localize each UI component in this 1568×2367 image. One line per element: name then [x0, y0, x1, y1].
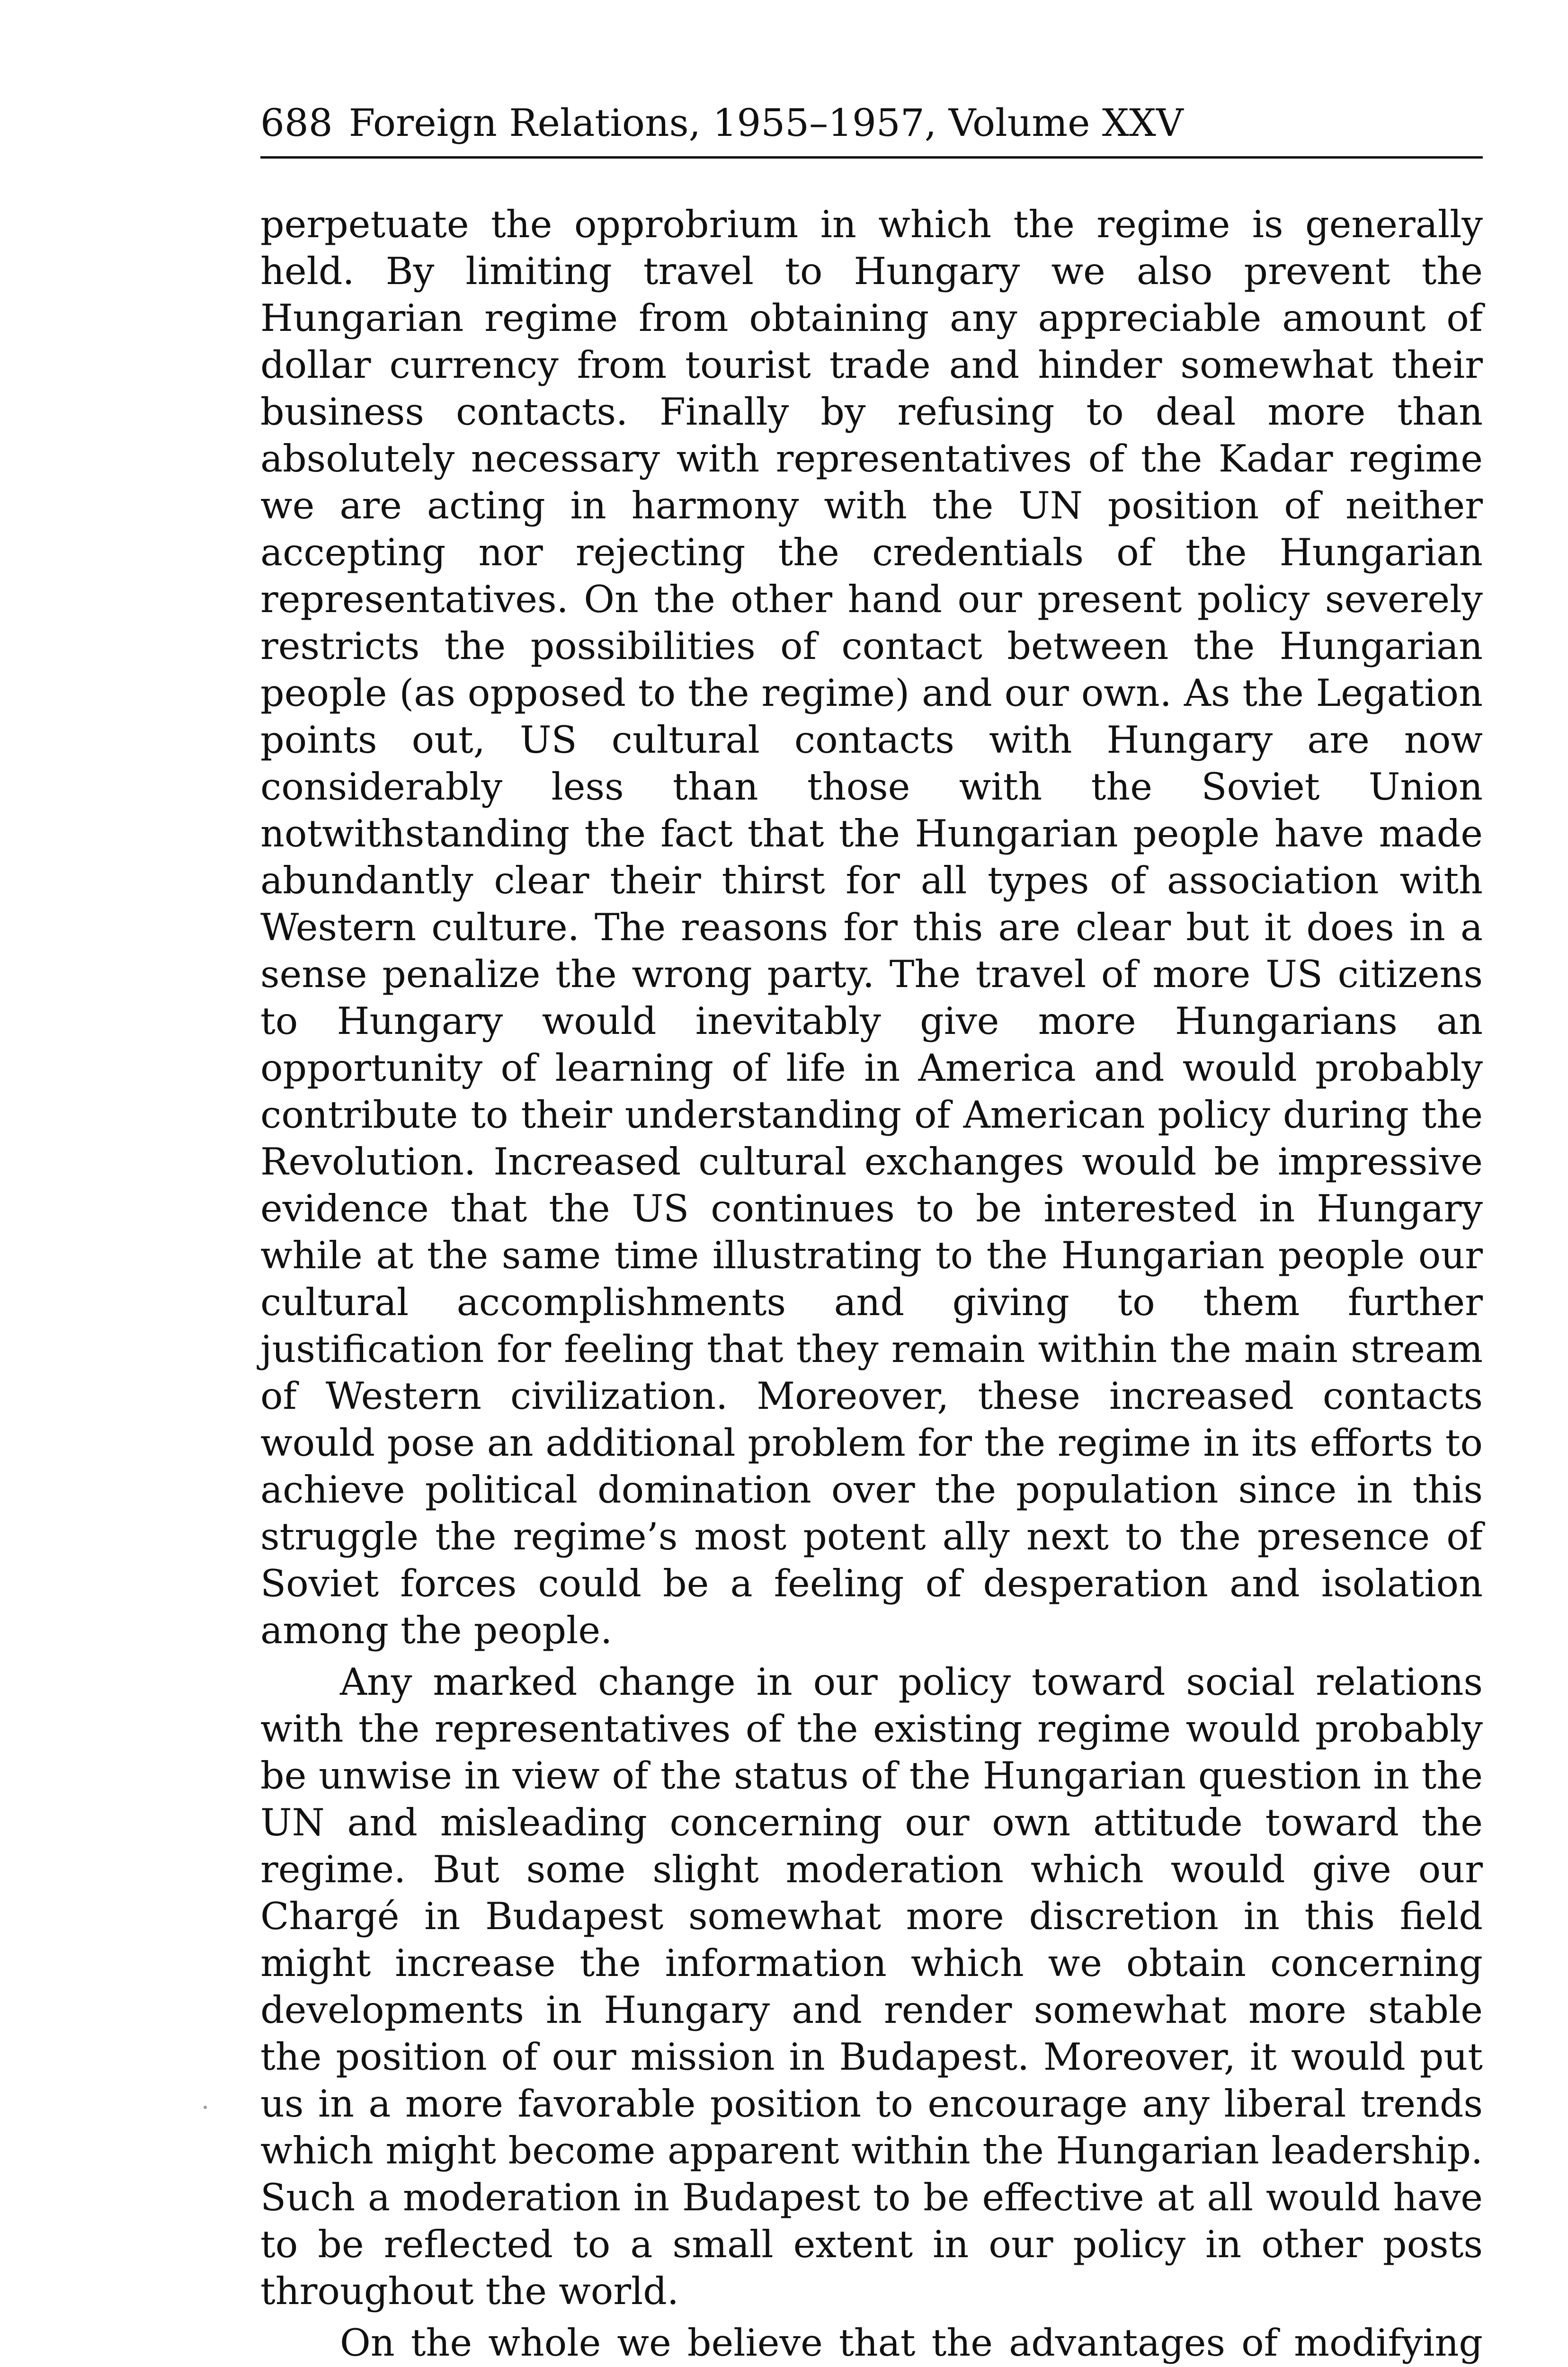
body-text [260, 201, 1483, 2367]
paragraph-social-relations: Any marked change in our policy toward social relations with the representatives of the existing regime would probably be unwise in view of the status of the Hungarian question in the UN and misleading concerning our own attitude toward the regime. But some slight moderation which would give our Chargé in Budapest somewhat more discretion in this field might increase the information which we obtain concerning developments in Hungary and render somewhat more stable the position of our mission in Budapest. Moreover, it would put us in a more favorable position to encourage any liberal trends which might become apparent within the Hungarian leadership. Such a moderation in Budapest to be effective at all would have to be reflected to a small extent in our policy in other posts throughout the world. [260, 1660, 1483, 2313]
paragraph-continuation: perpetuate the opprobrium in which the regime is generally held. By limiting travel to Hungary we also prevent the Hungarian regime from obtaining any appreciable amount of dollar currency from tourist trade and hinder somewhat their business contacts. Finally by refusing to deal more than absolutely necessary with representatives of the Kadar regime we are acting in harmony with the UN position of neither accepting nor rejecting the credentials of the Hungarian representatives. On the other hand our present policy severely restricts the possibilities of contact between the Hungarian people (as opposed to the regime) and our own. As the Legation points out, US cultural contacts with Hungary are now considerably less than those with the Soviet Union notwithstanding the fact that the Hungarian people have made abundantly clear their thirst for all types of association with Western culture. The reasons for this are clear but it does in a sense penalize the wrong party. The travel of more US citizens to Hungary would inevitably give more Hungarians an opportunity of learning of life in America and would probably contribute to their understanding of American policy during the Revolution. Increased cultural exchanges would be impressive evidence that the US continues to be interested in Hungary while at the same time illustrating to the Hungarian people our cultural accomplishments and giving to them further justification for feeling that they remain within the main stream of Western civilization. Moreover, these increased contacts would pose an additional problem for the regime in its efforts to achieve political domination over the population since in this struggle the regime’s most potent ally next to the presence of Soviet forces could be a feeling of desperation and isolation among the people. [260, 203, 1483, 1652]
running-title: Foreign Relations, 1955–1957, Volume XXV [348, 101, 1184, 145]
paragraph-conclusion: On the whole we believe that the advantages of modifying [340, 2321, 1483, 2365]
page-number: 688 [260, 101, 333, 145]
scan-speck [204, 2106, 207, 2109]
running-head [260, 100, 1483, 159]
